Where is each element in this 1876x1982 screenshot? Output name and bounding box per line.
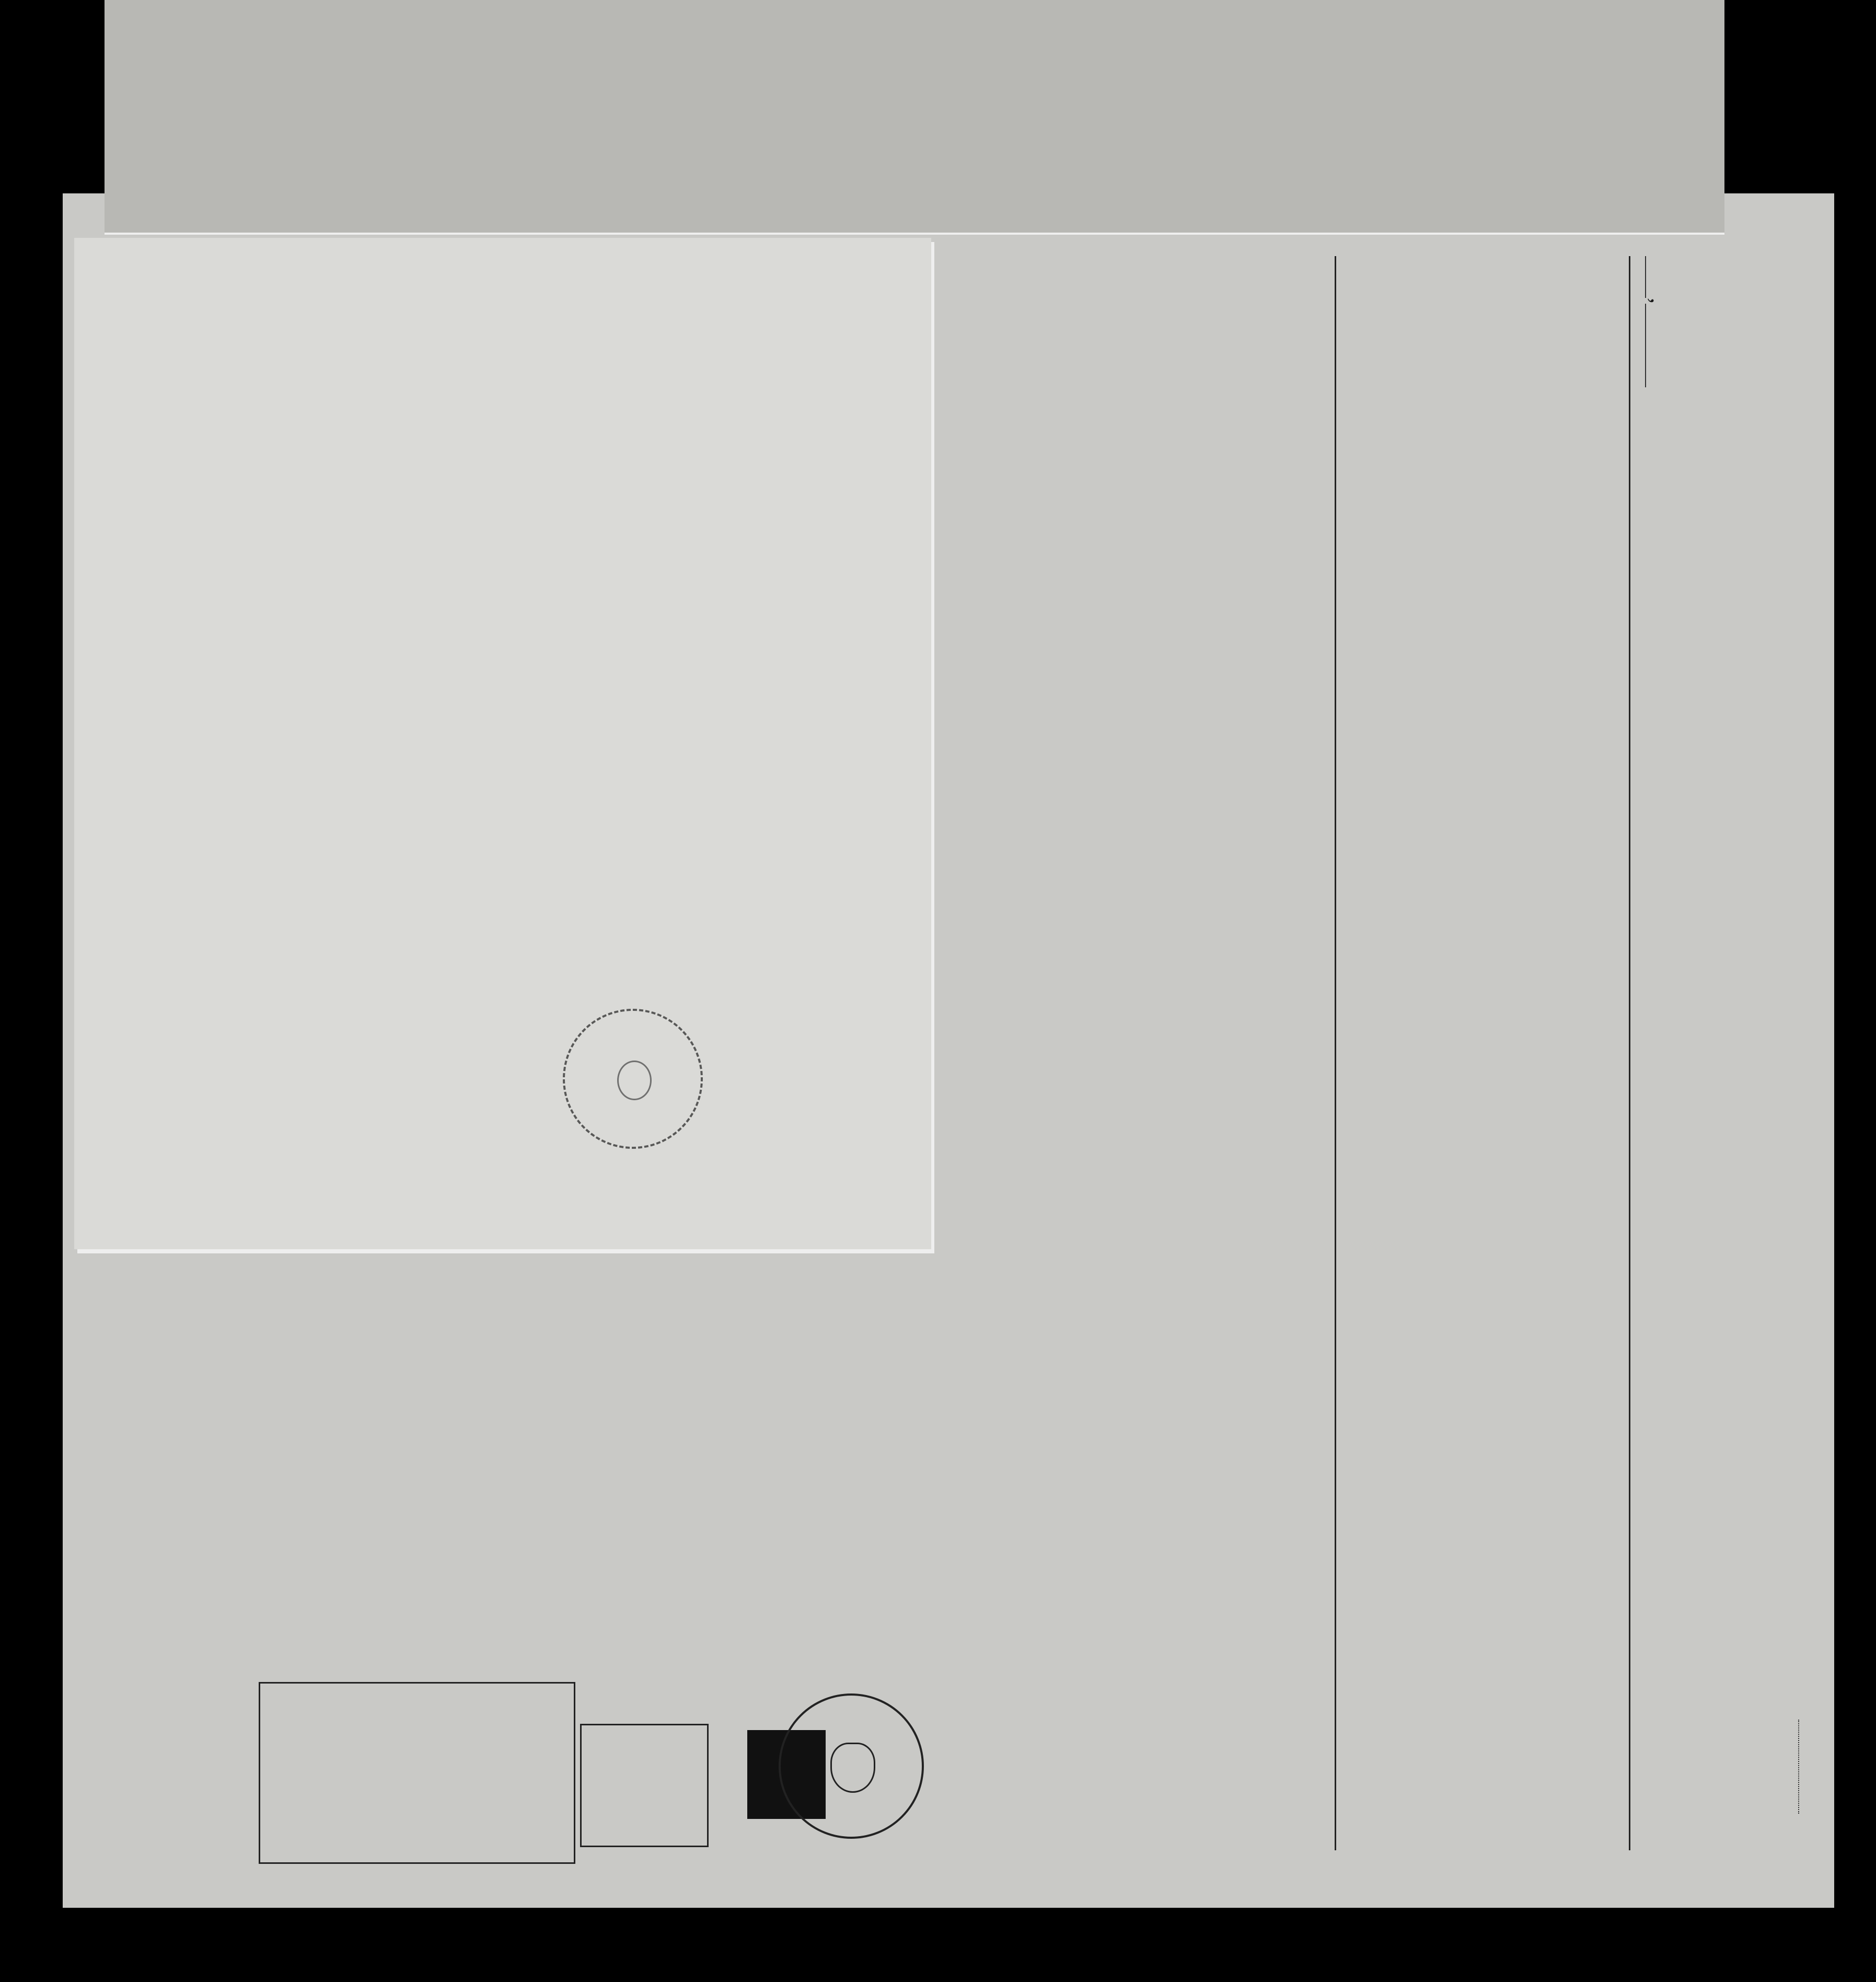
- sheet-line: [1798, 1720, 1799, 1814]
- discharged-seamen-sheet: [105, 0, 1724, 235]
- year-digit: [1645, 345, 1672, 366]
- manifest-column-headers: [1335, 256, 1630, 1850]
- arriving-port: [1645, 277, 1672, 298]
- sheet-number: [1793, 1720, 1813, 1814]
- consulate-seal: [779, 1693, 924, 1839]
- vessel-name: [1645, 256, 1672, 277]
- consulate-visa-stamp: [259, 1682, 575, 1864]
- service-fee-stamp: [580, 1724, 709, 1847]
- vessel-line: ,: [1646, 256, 1672, 1876]
- eagle-icon: [830, 1743, 875, 1793]
- seal-center-icon: [617, 1061, 652, 1100]
- received-seal: [563, 1009, 703, 1149]
- from-port: [1645, 366, 1672, 387]
- arrival-month: [1645, 304, 1672, 325]
- arrival-day: [1645, 325, 1672, 345]
- agent-letter: [74, 238, 931, 1249]
